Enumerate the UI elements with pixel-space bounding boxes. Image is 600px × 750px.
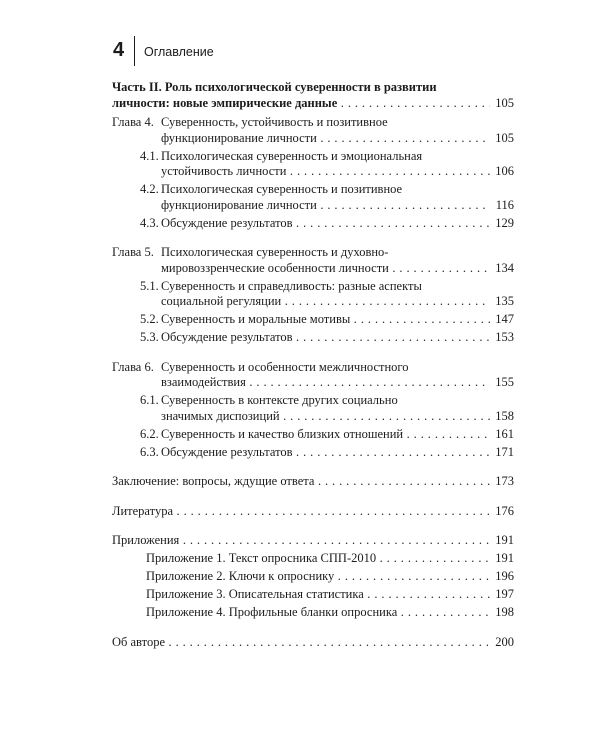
- toc-entry-section-6-3[interactable]: [112, 445, 514, 461]
- toc-entry-title-line: Обсуждение результатов . . .: [161, 445, 512, 461]
- toc-entry-appendix-4[interactable]: [112, 605, 514, 621]
- toc-entry-title-line: Суверенность и качество близких отношений . . .: [161, 427, 512, 443]
- toc-page-number: 191: [490, 551, 514, 567]
- toc-entry-title-line: Суверенность и особенности межличностного: [161, 359, 409, 374]
- toc-entry-title-line: Приложение 3. Описательная статистика . . .: [146, 587, 512, 603]
- table-of-contents: [112, 80, 514, 650]
- toc-entry-appendices[interactable]: [112, 533, 514, 549]
- toc-page-number: 191: [490, 533, 514, 549]
- toc-page-number: 105: [490, 96, 514, 112]
- toc-entry-title-line: мировоззренческие особенности личности . . .: [161, 261, 512, 277]
- toc-entry-title-line: функционирование личности . . .: [161, 131, 512, 147]
- toc-chapter-number: Глава 4.: [112, 115, 154, 129]
- toc-section-number: 6.1.: [140, 393, 159, 407]
- toc-section-number: 6.2.: [140, 426, 159, 441]
- toc-entry-title-line: Приложение 2. Ключи к опроснику . . .: [146, 569, 512, 585]
- toc-page-number: 155: [490, 375, 514, 391]
- toc-entry-conclusion[interactable]: [112, 474, 514, 490]
- toc-entry-section-5-2[interactable]: [112, 312, 514, 328]
- toc-entry-chapter-4[interactable]: [112, 115, 514, 146]
- toc-entry-title-line: Суверенность, устойчивость и позитивное: [161, 115, 388, 129]
- toc-entry-part-2[interactable]: [112, 80, 514, 111]
- toc-entry-literature[interactable]: [112, 504, 514, 520]
- toc-entry-title-line: Часть II. Роль психологической суверенности в развитии: [112, 80, 437, 94]
- toc-entry-title-line: Суверенность в контексте других социально: [161, 393, 398, 407]
- toc-section-number: 5.3.: [140, 330, 159, 344]
- toc-entry-section-6-2[interactable]: [112, 427, 514, 443]
- toc-section-number: 4.3.: [140, 215, 159, 230]
- toc-entry-appendix-2[interactable]: [112, 569, 514, 585]
- toc-entry-title-line: значимых диспозиций . . .: [161, 409, 512, 425]
- toc-entry-title-line: Психологическая суверенность и эмоциональная: [161, 148, 423, 163]
- toc-page-number: 116: [490, 198, 514, 214]
- toc-chapter-number: Глава 5.: [112, 245, 154, 259]
- toc-entry-title-line: Психологическая суверенность и духовно-: [161, 245, 389, 259]
- toc-entry-title-line: Приложение 4. Профильные бланки опросника . . .: [146, 605, 512, 621]
- toc-page-number: 147: [490, 312, 514, 328]
- toc-page-number: 173: [490, 474, 514, 490]
- toc-page-number: 161: [490, 427, 514, 443]
- toc-page-number: 153: [490, 330, 514, 346]
- toc-page-number: 106: [490, 164, 514, 180]
- toc-entry-title-line: социальной регуляции . . .: [161, 294, 512, 310]
- toc-entry-chapter-6[interactable]: [112, 360, 514, 391]
- toc-entry-section-6-1[interactable]: [112, 393, 514, 424]
- toc-entry-title-line: взаимодействия . . .: [161, 375, 512, 391]
- toc-entry-title-line: устойчивость личности . . .: [161, 164, 512, 180]
- toc-entry-section-4-1[interactable]: [112, 149, 514, 180]
- toc-entry-title-line: Психологическая суверенность и позитивное: [161, 182, 403, 196]
- toc-section-number: 5.1.: [140, 278, 159, 293]
- toc-entry-title-line: Суверенность и справедливость: разные аспекты: [161, 278, 422, 293]
- toc-entry-section-5-3[interactable]: [112, 330, 514, 346]
- toc-entry-title-line: Суверенность и моральные мотивы . . .: [161, 312, 512, 328]
- toc-entry-section-4-3[interactable]: [112, 216, 514, 232]
- toc-page-number: 198: [490, 605, 514, 621]
- toc-entry-title-line: Приложение 1. Текст опросника СПП-2010 . . .: [146, 551, 512, 567]
- toc-section-number: 5.2.: [140, 312, 159, 326]
- toc-entry-title-line: Заключение: вопросы, ждущие ответа . . .: [112, 474, 512, 490]
- toc-section-number: 6.3.: [140, 444, 159, 459]
- toc-page-number: 197: [490, 587, 514, 603]
- toc-page-number: 134: [490, 261, 514, 277]
- toc-entry-title-line: Обсуждение результатов . . .: [161, 330, 512, 346]
- toc-page-number: 135: [490, 294, 514, 310]
- toc-entry-title-line: Об авторе . . .: [112, 635, 512, 651]
- toc-entry-title-line: Приложения . . .: [112, 533, 512, 549]
- toc-entry-title-line: Литература . . .: [112, 504, 512, 520]
- toc-page-number: 176: [490, 504, 514, 520]
- toc-section-number: 4.1.: [140, 148, 159, 163]
- toc-page-number: 105: [490, 131, 514, 147]
- toc-entry-title-line: функционирование личности . . .: [161, 198, 512, 214]
- running-header-title: Оглавление: [144, 45, 214, 59]
- header-divider: [134, 36, 135, 66]
- toc-page-number: 200: [490, 635, 514, 651]
- toc-entry-section-4-2[interactable]: [112, 182, 514, 213]
- toc-page-number: 171: [490, 445, 514, 461]
- toc-entry-about-author[interactable]: [112, 635, 514, 651]
- toc-chapter-number: Глава 6.: [112, 359, 154, 374]
- toc-entry-section-5-1[interactable]: [112, 279, 514, 310]
- toc-entry-appendix-1[interactable]: [112, 551, 514, 567]
- page-number: 4: [113, 39, 125, 61]
- toc-page-number: 196: [490, 569, 514, 585]
- toc-entry-title-line: личности: новые эмпирические данные . . .: [112, 96, 512, 112]
- toc-entry-title-line: Обсуждение результатов . . .: [161, 216, 512, 232]
- toc-entry-appendix-3[interactable]: [112, 587, 514, 603]
- toc-entry-chapter-5[interactable]: [112, 245, 514, 276]
- toc-page-number: 129: [490, 216, 514, 232]
- toc-page-number: 158: [490, 409, 514, 425]
- toc-section-number: 4.2.: [140, 182, 159, 196]
